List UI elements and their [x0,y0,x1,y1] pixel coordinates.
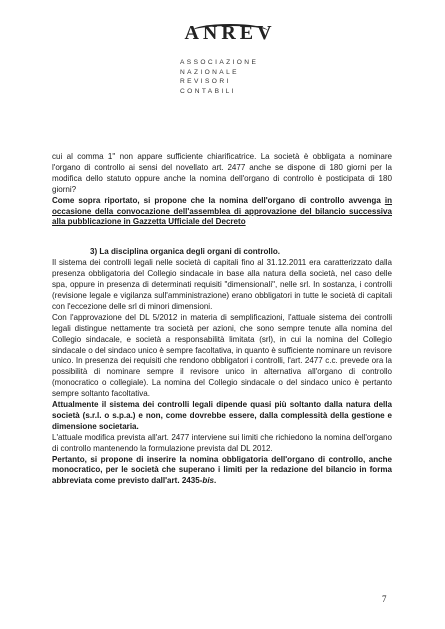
association-line: REVISORI [180,78,231,85]
paragraph: cui al comma 1" non appare sufficiente chiarificatrice. La società è obbligata a nominare l'organo di controllo ai sensi del novellato art. 2477 anche se dispone di 180 giorni per la modifica dello statuto oppure anche la nomina dell'organo di controllo è posticipata di 180 giorni? [52,152,392,194]
paragraph: L'attuale modifica prevista all'art. 2477 interviene sui limiti che richiedono la nomina dell'organo di controllo mantenendo la formulazione prevista dal DL 2012. [52,432,392,453]
proposal-paragraph [52,196,392,229]
association-name [180,58,300,96]
association-line: ASSOCIAZIONE [180,59,259,66]
section-heading: 3) La disciplina organica degli organi di controllo. [90,247,281,257]
logo-wordmark: ANREV [184,22,276,44]
proposal-text-end: . [214,476,217,486]
document-body [52,152,392,487]
proposal-paragraph [52,455,392,488]
paragraph: Con l'approvazione del DL 5/2012 in materia di semplificazioni, l'attuale sistema dei controlli legali distingue nettamente tra società per azioni, che sono sempre tenute alla nomina del Collegio sindacale, e società a responsabilità limitata (srl), in cui la nomina del Collegio sindacale o del sindaco unico è sempre facoltativa, in quanto è sufficiente nominare un revisore unico. In presenza dei requisiti che rendono obbligatori i controlli, l'art. 2477 c.c. prevede ora la possibilità di nominare sempre il revisore unico in alternativa all'organo di controllo (monocratico o collegiale). La nomina del Collegio sindacale o del sindaco unico è pertanto sempre soltanto facoltativa. [52,312,392,399]
page-number: 7 [382,594,387,604]
paragraph: Il sistema dei controlli legali nelle società di capitali fino al 31.12.2011 era caratterizzato dalla presenza obbligatoria del Collegio sindacale in base alla natura della società, nel caso delle spa, oppure in presenza di determinati requisiti "dimensionali", nelle srl. In sostanza, i controlli (revisione legale e vigilanza sull'amministrazione) erano obbligatori in tutte le società di capitali con l'eccezione delle srl di minori dimensioni. [52,258,392,311]
association-line: NAZIONALE [180,68,239,76]
bold-paragraph: Attualmente il sistema dei controlli legali dipende quasi più soltanto dalla natura della società (s.r.l. o s.p.a.) e non, come dovrebbe essere, dalla complessità della gestione e dimensione societaria. [52,400,392,431]
proposal-text: Come sopra riportato, si propone che la nomina dell'organo di controllo avvenga [52,195,385,205]
proposal-underlined-text: in occasione della convocazione dell'assemblea di approvazione del bilancio successiva alla pubblicazione in Gazzetta Ufficiale del Decreto [52,195,392,227]
association-line: CONTABILI [180,87,236,95]
proposal-text: Pertanto, si propone di inserire la nomina obbligatoria dell'organo di controllo, anche monocratico, per le società che superano i limiti per la redazione del bilancio in forma abbreviata come previsto dall'art. 2435- [52,454,392,486]
anrev-logo [170,22,290,62]
proposal-italic-text: bis [202,476,215,486]
